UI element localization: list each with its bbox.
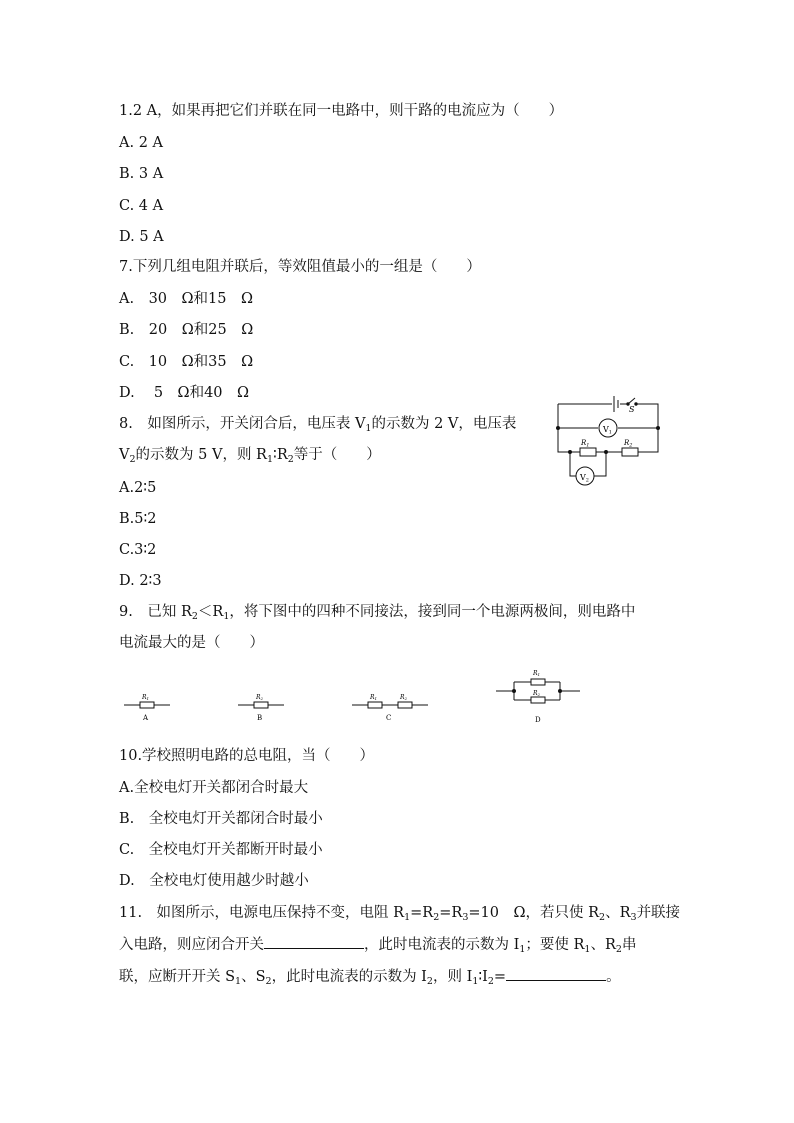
q9-figure-c-label: C	[386, 714, 392, 722]
q7-option-c[interactable]: C. 10 Ω和35 Ω	[119, 354, 254, 370]
q10-option-c[interactable]: C. 全校电灯开关都断开时最小	[119, 842, 323, 858]
q8-fig-r2-label: $R_2$	[624, 439, 633, 449]
q6-option-b[interactable]: B. 3 A	[119, 166, 164, 182]
q9-figure-d-label: D	[535, 716, 541, 724]
q8-fig-switch-label: S	[629, 405, 635, 414]
q6-option-a[interactable]: A. 2 A	[119, 135, 163, 151]
q7-option-a[interactable]: A. 30 Ω和15 Ω	[119, 291, 254, 307]
q11-line1: 11. 如图所示，电源电压保持不变，电阻 $R_1=R_2=R_3=10$ Ω，若只使 $R_2$、$R_3$并联接	[119, 905, 681, 923]
q9-figure-d[interactable]	[494, 662, 584, 726]
q8-stem-line2: $V_2$的示数为 5 V，则 $R_1∶R_2$等于（ ）	[119, 447, 381, 465]
svg-text:R2: R2	[256, 694, 264, 701]
q8-stem-line1: 8. 如图所示，开关闭合后，电压表 $V_1$的示数为 2 V，电压表	[119, 416, 517, 434]
q8-option-c[interactable]: C.3∶2	[119, 542, 157, 558]
q7-stem: 7.下列几组电阻并联后，等效阻值最小的一组是（ ）	[119, 259, 481, 275]
q8-fig-v2-label: V2	[580, 473, 589, 484]
svg-text:R1: R1	[370, 694, 378, 701]
q8-option-d[interactable]: D. 2∶3	[119, 573, 162, 589]
q10-option-a[interactable]: A.全校电灯开关都闭合时最大	[119, 780, 309, 796]
q9-figure-c[interactable]	[350, 688, 432, 724]
q10-stem: 10.学校照明电路的总电阻，当（ ）	[119, 748, 375, 764]
q9-figure-b[interactable]	[236, 688, 288, 724]
q8-option-b[interactable]: B.5∶2	[119, 511, 157, 527]
q11-answer-blank-2[interactable]	[506, 966, 606, 981]
q11-line2: 入电路，则应闭合开关 ，此时电流表的示数为 $I_1$；要使 $R_1$、$R_2$串	[119, 934, 636, 955]
svg-text:R2: R2	[533, 690, 541, 697]
q11-line3: 联，应断开开关 $S_1$、$S_2$，此时电流表的示数为 $I_2$，则 $I_1∶I_2=$ 。	[119, 966, 621, 987]
q10-option-b[interactable]: B. 全校电灯开关都闭合时最小	[119, 811, 323, 827]
q6-option-d[interactable]: D. 5 A	[119, 229, 164, 245]
q8-option-a[interactable]: A.2∶5	[119, 480, 157, 496]
q9-figure-a[interactable]	[122, 688, 174, 724]
q8-circuit-figure	[550, 392, 670, 492]
q9-stem-line2: 电流最大的是（ ）	[119, 635, 264, 651]
q11-answer-blank-1[interactable]	[264, 934, 364, 949]
q10-option-d[interactable]: D. 全校电灯使用越少时越小	[119, 873, 309, 889]
q9-figure-b-label: B	[257, 714, 263, 722]
q7-option-b[interactable]: B. 20 Ω和25 Ω	[119, 322, 254, 338]
svg-text:R1: R1	[533, 670, 541, 677]
svg-text:R2: R2	[400, 694, 408, 701]
q7-option-d[interactable]: D. 5 Ω和40 Ω	[119, 385, 250, 401]
q9-figure-a-label: A	[143, 714, 149, 722]
svg-text:R1: R1	[142, 694, 150, 701]
q9-stem-line1: 9. 已知 $R_2<R_1$，将下图中的四种不同接法，接到同一个电源两极间，则电路中	[119, 604, 636, 622]
q8-fig-r1-label: $R_1$	[581, 439, 590, 449]
q6-stem: 1.2 A，如果再把它们并联在同一电路中，则干路的电流应为（ ）	[119, 103, 564, 119]
q6-option-c[interactable]: C. 4 A	[119, 198, 164, 214]
q8-fig-v1-label: V1	[603, 425, 612, 436]
